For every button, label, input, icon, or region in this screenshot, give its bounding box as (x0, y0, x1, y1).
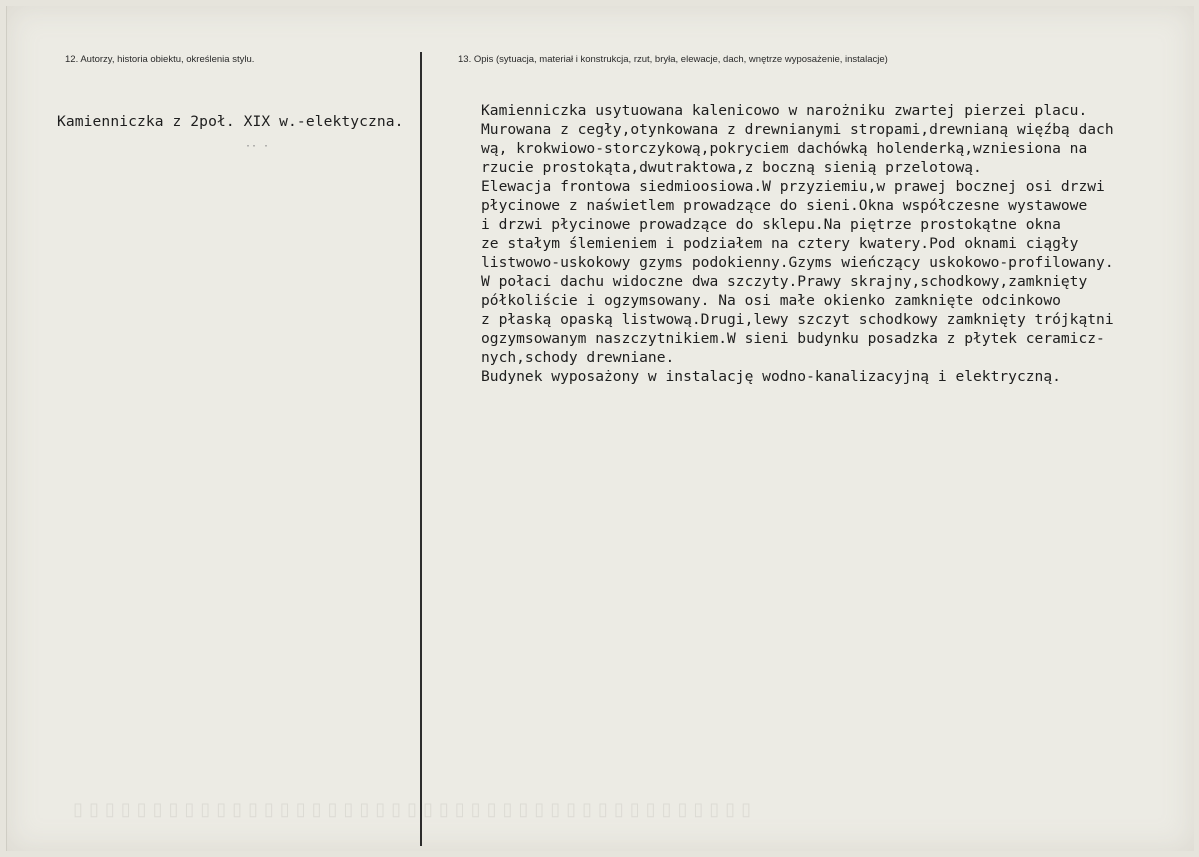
description-line: rzucie prostokąta,dwutraktowa,z boczną sienią przelotową. (481, 159, 982, 176)
description-line: W połaci dachu widoczne dwa szczyty.Prawy skrajny,schodkowy,zamknięty (481, 273, 1088, 290)
authors-history-style-text: Kamienniczka z 2poł. XIX w.-elektyczna. (57, 113, 404, 130)
column-divider (420, 52, 422, 846)
description-line: ogzymsowanym naszczytnikiem.W sieni budynku posadzka z płytek ceramicz- (481, 330, 1105, 347)
faint-mark: ·· · (245, 141, 270, 152)
form-sheet (6, 6, 1194, 851)
description-line: Elewacja frontowa siedmioosiowa.W przyziemiu,w prawej bocznej osi drzwi (481, 178, 1105, 195)
show-through-text: ▯▯▯▯▯▯▯▯▯▯▯▯▯▯▯▯▯▯▯▯▯▯▯▯▯▯▯▯▯▯▯▯▯▯▯▯▯▯▯▯▯▯▯ (67, 799, 751, 819)
section-13-label: 13. Opis (sytuacja, materiał i konstrukcja, rzut, bryła, elewacje, dach, wnętrze wyposażenie, instalacje) (458, 54, 888, 65)
description-line: wą, krokwiowo-storczykową,pokryciem dachówką holenderką,wzniesiona na (481, 140, 1088, 157)
description-line: Budynek wyposażony w instalację wodno-kanalizacyjną i elektryczną. (481, 368, 1061, 385)
section-12-label: 12. Autorzy, historia obiektu, określenia stylu. (65, 54, 255, 65)
description-line: nych,schody drewniane. (481, 349, 675, 366)
description-line: płycinowe z naświetlem prowadzące do sieni.Okna współczesne wystawowe (481, 197, 1088, 214)
description-line: półkoliście i ogzymsowany. Na osi małe okienko zamknięte odcinkowo (481, 292, 1061, 309)
description-line: ze stałym ślemieniem i podziałem na cztery kwatery.Pod oknami ciągły (481, 235, 1079, 252)
description-line: i drzwi płycinowe prowadzące do sklepu.Na piętrze prostokątne okna (481, 216, 1061, 233)
description-line: z płaską opaską listwową.Drugi,lewy szczyt schodkowy zamknięty trójkątni (481, 311, 1114, 328)
description-line: Kamienniczka usytuowana kalenicowo w narożniku zwartej pierzei placu. (481, 102, 1088, 119)
description-line: listwowo-uskokowy gzyms podokienny.Gzyms wieńczący uskokowo-profilowany. (481, 254, 1114, 271)
description-block (481, 101, 1196, 386)
description-line: Murowana z cegły,otynkowana z drewnianymi stropami,drewnianą więźbą dach (481, 121, 1114, 138)
